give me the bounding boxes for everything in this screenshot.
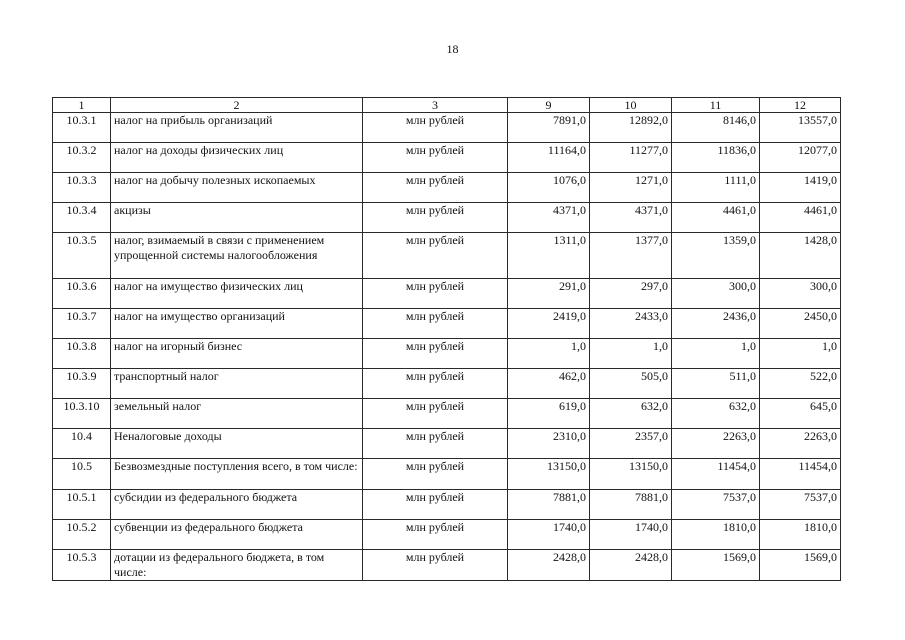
row-value-col-12: 4461,0 [760,203,841,233]
header-cell-col-12: 12 [760,98,841,113]
row-name: субвенции из федерального бюджета [111,520,363,550]
table-row [53,233,841,279]
row-value-col-11: 1,0 [672,339,760,369]
row-value-col-12: 7537,0 [760,490,841,520]
table-row [53,203,841,233]
row-value-col-10: 7881,0 [590,490,672,520]
row-name: налог на доходы физических лиц [111,143,363,173]
row-value-col-11: 11454,0 [672,459,760,490]
header-cell-unit: 3 [363,98,508,113]
row-code: 10.4 [53,429,111,459]
row-code: 10.3.1 [53,113,111,143]
row-value-col-10: 1377,0 [590,233,672,279]
row-unit: млн рублей [363,399,508,429]
row-unit: млн рублей [363,429,508,459]
row-unit: млн рублей [363,173,508,203]
row-value-col-9: 462,0 [508,369,590,399]
row-value-col-12: 300,0 [760,279,841,309]
row-value-col-12: 645,0 [760,399,841,429]
row-unit: млн рублей [363,490,508,520]
row-value-col-10: 1,0 [590,339,672,369]
row-name: акцизы [111,203,363,233]
row-unit: млн рублей [363,233,508,279]
row-code: 10.3.3 [53,173,111,203]
row-name: дотации из федерального бюджета, в том числе: [111,550,363,581]
row-value-col-9: 4371,0 [508,203,590,233]
row-value-col-12: 1569,0 [760,550,841,581]
row-value-col-9: 13150,0 [508,459,590,490]
table-row [53,143,841,173]
row-value-col-12: 1810,0 [760,520,841,550]
row-unit: млн рублей [363,550,508,581]
row-value-col-10: 297,0 [590,279,672,309]
row-value-col-10: 11277,0 [590,143,672,173]
row-value-col-9: 7891,0 [508,113,590,143]
row-value-col-12: 12077,0 [760,143,841,173]
row-value-col-12: 11454,0 [760,459,841,490]
row-code: 10.3.8 [53,339,111,369]
row-value-col-10: 13150,0 [590,459,672,490]
row-value-col-10: 1740,0 [590,520,672,550]
row-name: транспортный налог [111,369,363,399]
table-row [53,520,841,550]
row-code: 10.5.3 [53,550,111,581]
row-code: 10.3.5 [53,233,111,279]
table-row [53,459,841,490]
header-cell-col-11: 11 [672,98,760,113]
row-code: 10.3.7 [53,309,111,339]
table-row [53,550,841,581]
row-value-col-12: 2450,0 [760,309,841,339]
row-value-col-9: 291,0 [508,279,590,309]
row-value-col-10: 2428,0 [590,550,672,581]
row-value-col-10: 2433,0 [590,309,672,339]
table-row [53,309,841,339]
row-value-col-11: 1111,0 [672,173,760,203]
row-value-col-11: 11836,0 [672,143,760,173]
row-value-col-12: 522,0 [760,369,841,399]
row-unit: млн рублей [363,520,508,550]
row-code: 10.5.2 [53,520,111,550]
header-row [53,98,841,113]
table-row [53,339,841,369]
row-name: субсидии из федерального бюджета [111,490,363,520]
row-value-col-11: 300,0 [672,279,760,309]
table-row [53,113,841,143]
row-name: Неналоговые доходы [111,429,363,459]
row-value-col-11: 1359,0 [672,233,760,279]
row-value-col-12: 1428,0 [760,233,841,279]
row-value-col-11: 632,0 [672,399,760,429]
row-value-col-10: 2357,0 [590,429,672,459]
row-value-col-12: 1419,0 [760,173,841,203]
row-value-col-9: 1,0 [508,339,590,369]
row-code: 10.5 [53,459,111,490]
row-value-col-10: 12892,0 [590,113,672,143]
row-value-col-9: 11164,0 [508,143,590,173]
table-row [53,399,841,429]
row-unit: млн рублей [363,369,508,399]
row-name: земельный налог [111,399,363,429]
row-unit: млн рублей [363,459,508,490]
row-value-col-11: 511,0 [672,369,760,399]
data-table [52,97,841,581]
table-row [53,429,841,459]
row-value-col-11: 2263,0 [672,429,760,459]
row-name: налог на имущество физических лиц [111,279,363,309]
row-value-col-9: 1076,0 [508,173,590,203]
row-unit: млн рублей [363,203,508,233]
header-cell-name: 2 [111,98,363,113]
row-value-col-9: 1311,0 [508,233,590,279]
row-value-col-11: 1569,0 [672,550,760,581]
header-cell-col-9: 9 [508,98,590,113]
row-name: Безвозмездные поступления всего, в том числе: [111,459,363,490]
row-code: 10.3.9 [53,369,111,399]
row-unit: млн рублей [363,339,508,369]
row-value-col-10: 1271,0 [590,173,672,203]
table-row [53,369,841,399]
row-value-col-9: 2419,0 [508,309,590,339]
row-value-col-11: 2436,0 [672,309,760,339]
row-code: 10.5.1 [53,490,111,520]
row-value-col-11: 1810,0 [672,520,760,550]
page-number: 18 [446,42,459,56]
row-value-col-9: 619,0 [508,399,590,429]
row-name: налог на прибыль организаций [111,113,363,143]
table-row [53,173,841,203]
table-row [53,490,841,520]
row-code: 10.3.4 [53,203,111,233]
row-unit: млн рублей [363,113,508,143]
row-value-col-12: 2263,0 [760,429,841,459]
row-value-col-11: 7537,0 [672,490,760,520]
row-code: 10.3.2 [53,143,111,173]
table-row [53,279,841,309]
row-name: налог на игорный бизнес [111,339,363,369]
row-value-col-10: 632,0 [590,399,672,429]
row-code: 10.3.6 [53,279,111,309]
row-value-col-12: 1,0 [760,339,841,369]
row-name: налог на добычу полезных ископаемых [111,173,363,203]
row-value-col-10: 505,0 [590,369,672,399]
row-value-col-9: 2428,0 [508,550,590,581]
row-value-col-9: 2310,0 [508,429,590,459]
row-unit: млн рублей [363,279,508,309]
header-cell-code: 1 [53,98,111,113]
row-value-col-11: 8146,0 [672,113,760,143]
row-code: 10.3.10 [53,399,111,429]
row-unit: млн рублей [363,309,508,339]
row-name: налог, взимаемый в связи с применением упрощенной системы налогообложения [111,233,363,279]
row-value-col-9: 1740,0 [508,520,590,550]
row-value-col-11: 4461,0 [672,203,760,233]
header-cell-col-10: 10 [590,98,672,113]
row-unit: млн рублей [363,143,508,173]
row-name: налог на имущество организаций [111,309,363,339]
row-value-col-10: 4371,0 [590,203,672,233]
row-value-col-12: 13557,0 [760,113,841,143]
row-value-col-9: 7881,0 [508,490,590,520]
